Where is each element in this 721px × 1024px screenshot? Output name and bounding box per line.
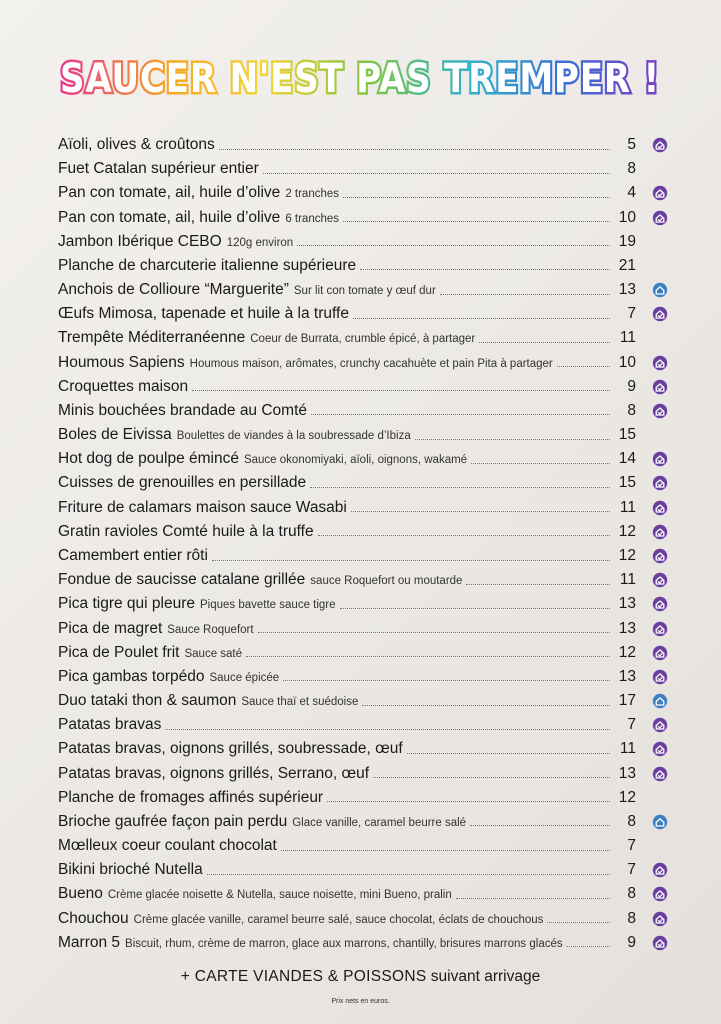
menu-item xyxy=(58,133,672,157)
dot-leader xyxy=(318,523,610,536)
menu-item-name: Mœlleux coeur coulant chocolat xyxy=(58,837,277,855)
menu-item-price: 14 xyxy=(618,450,636,468)
menu-item-price: 8 xyxy=(627,885,636,903)
menu-item-price: 12 xyxy=(618,547,636,564)
menu-item-name: Fuet Catalan supérieur entier xyxy=(58,160,259,178)
badge-placeholder xyxy=(648,426,672,444)
maison-badge-icon xyxy=(648,692,672,710)
fait-maison-badge-icon xyxy=(648,305,672,323)
menu-item-label xyxy=(58,329,475,347)
maison-badge-icon xyxy=(648,281,672,299)
menu-item-price: 7 xyxy=(627,861,636,879)
menu-item-price: 11 xyxy=(619,329,636,347)
menu-item-name: Fondue de saucisse catalane grillée xyxy=(58,571,306,589)
menu-item-name: Gratin ravioles Comté huile à la truffe xyxy=(58,522,314,540)
menu-item-label xyxy=(58,716,161,734)
fait-maison-badge-icon xyxy=(648,716,672,734)
menu-item-price: 12 xyxy=(618,788,636,806)
fait-maison-badge-icon xyxy=(648,378,672,396)
menu-item-description: Crème glacée noisette & Nutella, sauce noisette, mini Bueno, pralin xyxy=(107,889,452,902)
fait-maison-badge-icon xyxy=(648,354,672,372)
menu-item-label xyxy=(58,450,467,468)
menu-item xyxy=(58,326,672,350)
fait-maison-badge-icon xyxy=(648,523,672,541)
menu-item-label xyxy=(58,474,306,492)
menu-item-price: 19 xyxy=(618,232,636,250)
fait-maison-badge-icon xyxy=(648,571,672,589)
menu-item-description: Glace vanille, caramel beurre salé xyxy=(292,816,467,829)
fait-maison-badge-icon xyxy=(648,934,672,952)
menu-item-price: 11 xyxy=(619,740,636,758)
menu-item xyxy=(58,882,672,906)
menu-item-description: Coeur de Burrata, crumble épicé, à partager xyxy=(250,333,476,346)
menu-item-name: Planche de fromages affinés supérieur xyxy=(58,788,324,806)
menu-item xyxy=(58,665,672,689)
menu-item-label xyxy=(58,692,358,710)
menu-item xyxy=(58,157,672,181)
fait-maison-badge-icon xyxy=(648,499,672,517)
menu-item-price: 9 xyxy=(627,377,636,395)
menu-item xyxy=(58,278,672,302)
menu-item-name: Patatas bravas, oignons grillés, soubressade, œuf xyxy=(58,740,403,758)
menu-item-price: 11 xyxy=(619,571,636,589)
fait-maison-badge-icon xyxy=(648,765,672,783)
menu-item-name: Croquettes maison xyxy=(58,377,189,395)
menu-item-name: Boles de Eivissa xyxy=(58,426,172,444)
dot-leader xyxy=(471,451,610,464)
dot-leader xyxy=(212,548,610,561)
badge-placeholder xyxy=(648,257,672,275)
menu-item-label xyxy=(58,740,403,758)
dot-leader xyxy=(263,161,610,174)
menu-item-name: Pica tigre qui pleure xyxy=(58,595,195,613)
dot-leader xyxy=(258,620,610,633)
menu-item-label xyxy=(58,305,349,323)
menu-item-name: Jambon Ibérique CEBO xyxy=(58,232,222,250)
menu-item-label xyxy=(58,499,347,517)
dot-leader xyxy=(165,717,610,730)
menu-item xyxy=(58,641,672,665)
menu-item-price: 13 xyxy=(618,619,636,637)
menu-list xyxy=(58,133,672,955)
menu-title xyxy=(0,48,721,108)
dot-leader xyxy=(567,934,610,947)
dot-leader xyxy=(407,741,610,754)
dot-leader xyxy=(415,427,610,440)
menu-item-price: 12 xyxy=(618,522,636,540)
menu-item-description: Houmous maison, arômates, crunchy cacahuète et pain Pita à partager xyxy=(189,357,553,370)
menu-item xyxy=(58,230,672,254)
menu-item-label xyxy=(58,885,452,903)
menu-item-label xyxy=(58,160,259,178)
dot-leader xyxy=(360,257,610,270)
dot-leader xyxy=(362,693,610,706)
menu-item-price: 12 xyxy=(618,643,636,661)
menu-item-price: 8 xyxy=(627,812,636,830)
menu-item-label xyxy=(58,281,436,299)
maison-badge-icon xyxy=(648,813,672,831)
menu-item-name: Pica de magret xyxy=(58,619,163,637)
menu-item-label xyxy=(58,378,188,396)
menu-item-price: 15 xyxy=(618,426,636,444)
dot-leader xyxy=(192,378,610,391)
menu-item-label xyxy=(58,426,411,444)
menu-item xyxy=(58,423,672,447)
menu-item xyxy=(58,834,672,858)
badge-placeholder xyxy=(648,837,672,855)
fait-maison-badge-icon xyxy=(648,402,672,420)
badge-placeholder xyxy=(648,789,672,807)
menu-item xyxy=(58,907,672,931)
menu-item xyxy=(58,568,672,592)
menu-item-name: Cuisses de grenouilles en persillade xyxy=(58,474,307,492)
menu-item-price: 13 xyxy=(618,667,636,685)
menu-item xyxy=(58,544,672,568)
fait-maison-badge-icon xyxy=(648,740,672,758)
menu-item-name: Anchois de Collioure “Marguerite” xyxy=(58,281,289,299)
footer-suffix: suivant arrivage xyxy=(426,968,541,985)
title-text: SAUCER N'EST PAS TREMPER ! xyxy=(60,56,660,102)
menu-item-name: Duo tataki thon & saumon xyxy=(58,692,237,710)
fait-maison-badge-icon xyxy=(648,547,672,565)
menu-item-description: 6 tranches xyxy=(285,212,340,225)
dot-leader xyxy=(310,475,610,488)
fait-maison-badge-icon xyxy=(648,209,672,227)
dot-leader xyxy=(343,185,610,198)
dot-leader xyxy=(281,838,610,851)
fait-maison-badge-icon xyxy=(648,450,672,468)
menu-item-name: Pica de Poulet frit xyxy=(58,643,180,661)
menu-item-label xyxy=(58,765,369,783)
menu-item xyxy=(58,520,672,544)
dot-leader xyxy=(246,644,610,657)
dot-leader xyxy=(479,330,610,343)
menu-item-price: 11 xyxy=(619,498,636,516)
menu-item-label xyxy=(58,910,543,928)
fait-maison-badge-icon xyxy=(648,474,672,492)
dot-leader xyxy=(547,910,610,923)
fait-maison-badge-icon xyxy=(648,885,672,903)
menu-item xyxy=(58,181,672,205)
menu-item-name: Trempête Méditerranéenne xyxy=(58,329,246,347)
menu-item-name: Brioche gaufrée façon pain perdu xyxy=(58,812,288,830)
menu-item-label xyxy=(58,644,242,662)
dot-leader xyxy=(440,282,610,295)
badge-placeholder xyxy=(648,233,672,251)
dot-leader xyxy=(353,306,610,319)
menu-item-label xyxy=(58,813,466,831)
menu-item-label xyxy=(58,571,462,589)
menu-item xyxy=(58,399,672,423)
menu-item-description: Sauce saté xyxy=(184,647,243,660)
fait-maison-badge-icon xyxy=(648,136,672,154)
dot-leader xyxy=(351,499,610,512)
menu-item-price: 9 xyxy=(627,933,636,951)
menu-item-label xyxy=(58,547,208,565)
menu-item-label xyxy=(58,523,314,541)
menu-item-price: 8 xyxy=(627,909,636,927)
menu-item-price: 10 xyxy=(618,353,636,371)
menu-item-name: Patatas bravas xyxy=(58,716,162,734)
menu-item xyxy=(58,254,672,278)
menu-item-description: 120g environ xyxy=(226,236,294,249)
dot-leader xyxy=(557,354,610,367)
menu-item xyxy=(58,689,672,713)
dot-leader xyxy=(311,402,610,415)
menu-item-label xyxy=(58,595,336,613)
menu-item-name: Aïoli, olives & croûtons xyxy=(58,136,215,154)
dot-leader xyxy=(456,886,610,899)
menu-item-name: Hot dog de poulpe émincé xyxy=(58,450,239,468)
footer-main: + CARTE VIANDES & POISSONS xyxy=(180,968,427,985)
menu-item-price: 7 xyxy=(627,837,636,855)
fait-maison-badge-icon xyxy=(648,861,672,879)
menu-item-description: Biscuit, rhum, crème de marron, glace aux marrons, chantilly, brisures marrons glacés xyxy=(125,937,563,950)
menu-item-price: 8 xyxy=(627,160,636,178)
fait-maison-badge-icon xyxy=(648,668,672,686)
menu-item-label xyxy=(58,934,563,952)
menu-item-description: Sauce Roquefort xyxy=(167,623,254,636)
menu-item xyxy=(58,206,672,230)
fait-maison-badge-icon xyxy=(648,595,672,613)
menu-item-description: 2 tranches xyxy=(285,188,340,201)
menu-item-name: Bueno xyxy=(58,885,103,903)
menu-item-name: Planche de charcuterie italienne supérieure xyxy=(58,256,357,274)
menu-item-label xyxy=(58,402,307,420)
menu-item-name: Chouchou xyxy=(58,909,129,927)
menu-item-name: Patatas bravas, oignons grillés, Serrano, œuf xyxy=(58,764,370,782)
menu-item-description: sauce Roquefort ou moutarde xyxy=(310,575,463,588)
menu-item-label xyxy=(58,620,254,638)
menu-item-label xyxy=(58,861,203,879)
title-graphic xyxy=(50,48,671,108)
badge-placeholder xyxy=(648,160,672,178)
menu-item-price: 15 xyxy=(618,474,636,492)
menu-item-name: Houmous Sapiens xyxy=(58,353,185,371)
menu-item xyxy=(58,592,672,616)
menu-item xyxy=(58,931,672,955)
dot-leader xyxy=(373,765,610,778)
fait-maison-badge-icon xyxy=(648,644,672,662)
dot-leader xyxy=(470,813,610,826)
menu-item xyxy=(58,737,672,761)
dot-leader xyxy=(340,596,610,609)
menu-item-price: 7 xyxy=(627,305,636,323)
menu-item-price: 8 xyxy=(627,401,636,419)
fait-maison-badge-icon xyxy=(648,620,672,638)
menu-item xyxy=(58,351,672,375)
menu-item-price: 7 xyxy=(627,716,636,734)
dot-leader xyxy=(327,789,610,802)
menu-item-label xyxy=(58,837,277,855)
menu-item-price: 13 xyxy=(618,281,636,299)
menu-item-name: Minis bouchées brandade au Comté xyxy=(58,401,308,419)
menu-item-name: Marron 5 xyxy=(58,933,121,951)
dot-leader xyxy=(297,233,610,246)
menu-item xyxy=(58,786,672,810)
menu-item-name: Pica gambas torpédo xyxy=(58,667,205,685)
footer-line xyxy=(0,968,721,986)
menu-item-label xyxy=(58,257,356,275)
dot-leader xyxy=(283,668,610,681)
menu-item-price: 17 xyxy=(618,692,636,710)
menu-item-name: Pan con tomate, ail, huile d’olive xyxy=(58,184,281,202)
menu-item-label xyxy=(58,136,215,154)
menu-item-label xyxy=(58,668,279,686)
badge-placeholder xyxy=(648,329,672,347)
menu-item xyxy=(58,810,672,834)
menu-item-label xyxy=(58,354,553,372)
menu-item-name: Œufs Mimosa, tapenade et huile à la truffe xyxy=(58,305,349,323)
menu-item-description: Crème glacée vanille, caramel beurre salé, sauce chocolat, éclats de chouchous xyxy=(133,913,544,926)
menu-item-description: Piques bavette sauce tigre xyxy=(200,599,336,612)
menu-item-label xyxy=(58,233,293,251)
menu-item-label xyxy=(58,789,323,807)
menu-item xyxy=(58,447,672,471)
menu-item-price: 5 xyxy=(627,136,636,154)
menu-item xyxy=(58,375,672,399)
menu-item xyxy=(58,302,672,326)
menu-item-description: Sauce thaï et suédoise xyxy=(241,696,359,709)
menu-item-label xyxy=(58,184,339,202)
price-note: Prix nets en euros. xyxy=(331,998,390,1005)
menu-item xyxy=(58,713,672,737)
fait-maison-badge-icon xyxy=(648,184,672,202)
dot-leader xyxy=(466,572,610,585)
menu-item-price: 13 xyxy=(618,764,636,782)
menu-item-price: 10 xyxy=(618,208,636,226)
menu-item-description: Sauce okonomiyaki, aïoli, oignons, wakamé xyxy=(243,454,468,467)
dot-leader xyxy=(343,209,610,222)
menu-item-price: 4 xyxy=(627,184,636,202)
dot-leader xyxy=(219,137,610,150)
menu-item-name: Pan con tomate, ail, huile d’olive xyxy=(58,208,281,226)
fait-maison-badge-icon xyxy=(648,910,672,928)
menu-item-price: 21 xyxy=(618,256,636,274)
menu-item-price: 13 xyxy=(618,595,636,613)
menu-item xyxy=(58,616,672,640)
menu-item-label xyxy=(58,209,339,227)
menu-item-name: Bikini brioché Nutella xyxy=(58,861,203,879)
menu-item-description: Sauce épicée xyxy=(209,671,280,684)
menu-item xyxy=(58,471,672,495)
menu-item xyxy=(58,761,672,785)
menu-item-description: Boulettes de viandes à la soubressade d’Ibiza xyxy=(176,430,411,443)
menu-item-description: Sur lit con tomate y œuf dur xyxy=(293,285,436,298)
menu-item xyxy=(58,496,672,520)
menu-item-name: Camembert entier rôti xyxy=(58,547,208,564)
menu-item xyxy=(58,858,672,882)
dot-leader xyxy=(207,862,610,875)
menu-item-name: Friture de calamars maison sauce Wasabi xyxy=(58,498,347,516)
